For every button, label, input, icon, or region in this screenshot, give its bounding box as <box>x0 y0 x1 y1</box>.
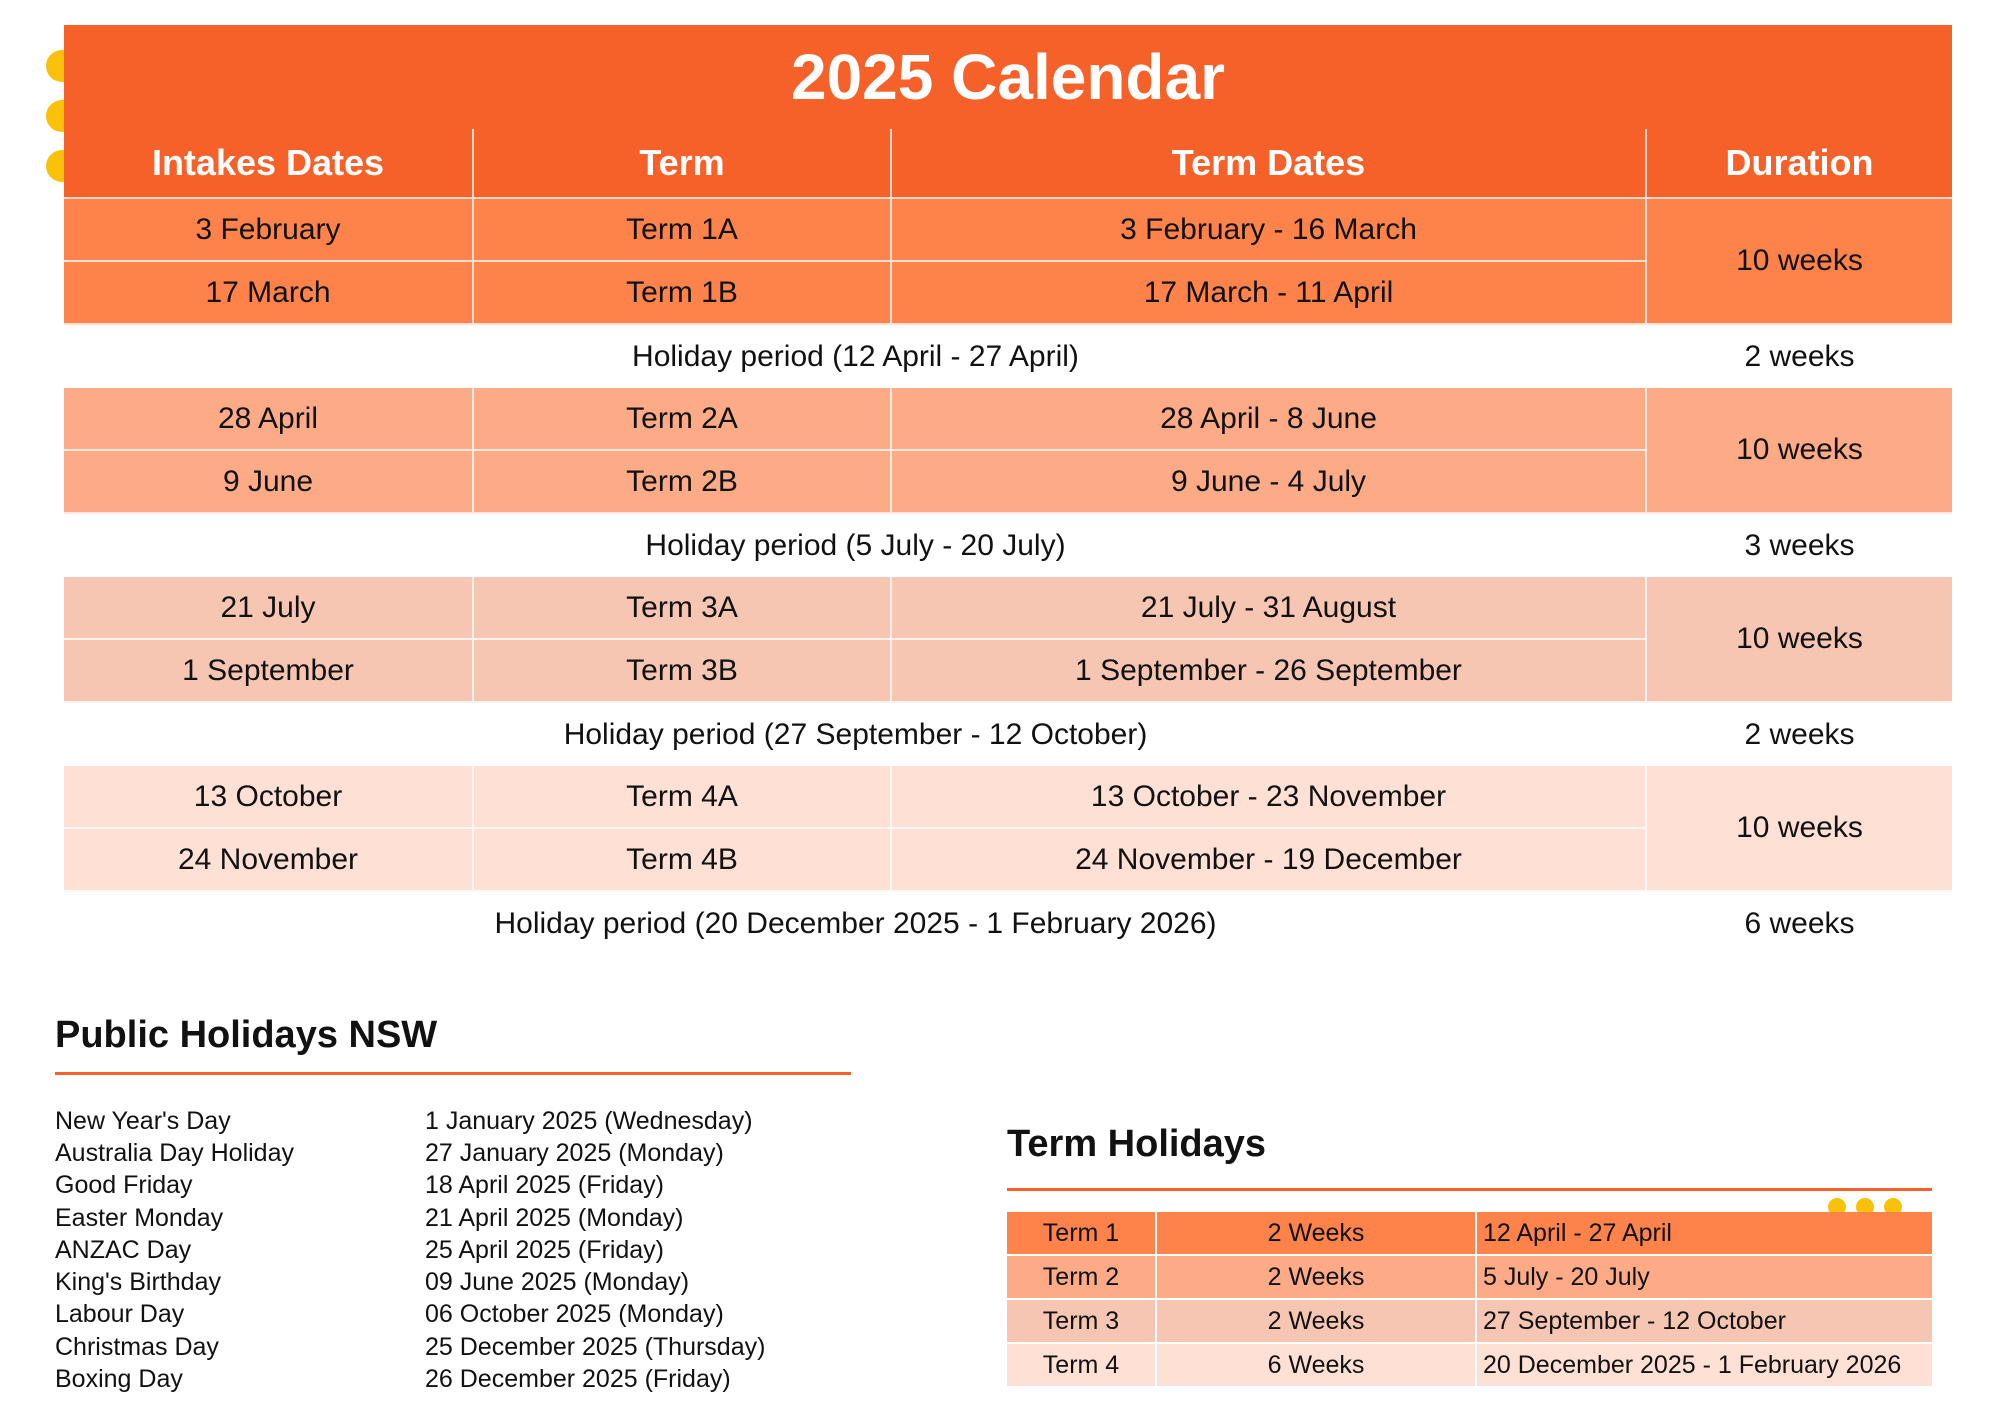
term-name: Term 2A <box>474 388 892 451</box>
holiday-row <box>64 514 1952 577</box>
list-item <box>55 1363 765 1395</box>
holiday-date: 25 April 2025 (Friday) <box>425 1235 665 1264</box>
holiday-name: King's Birthday <box>55 1268 221 1297</box>
holiday-date: 06 October 2025 (Monday) <box>425 1300 724 1329</box>
table-row <box>64 388 1647 451</box>
divider <box>1007 1188 1932 1191</box>
table-row <box>64 640 1647 703</box>
holiday-date: 21 April 2025 (Monday) <box>425 1203 684 1232</box>
holiday-dates: 20 December 2025 - 1 February 2026 <box>1477 1344 1932 1388</box>
holiday-weeks: 6 Weeks <box>1157 1344 1477 1388</box>
term-name: Term 2 <box>1007 1256 1157 1300</box>
term-holidays-title: Term Holidays <box>1007 1123 1267 1165</box>
holiday-name: Good Friday <box>55 1171 193 1200</box>
intake-date: 13 October <box>64 766 474 829</box>
holiday-period: Holiday period (5 July - 20 July) <box>645 528 1066 562</box>
table-row <box>1007 1256 1932 1300</box>
list-item <box>55 1170 765 1202</box>
list-item <box>55 1331 765 1363</box>
list-item <box>55 1299 765 1331</box>
divider <box>55 1072 851 1075</box>
term-holidays-table <box>1007 1212 1932 1388</box>
term-name: Term 3B <box>474 640 892 703</box>
term-name: Term 3 <box>1007 1300 1157 1344</box>
table-row <box>64 766 1647 829</box>
holiday-date: 25 December 2025 (Thursday) <box>425 1332 766 1361</box>
table-row <box>64 577 1647 640</box>
list-item <box>55 1137 765 1169</box>
table-row <box>64 262 1647 325</box>
holiday-duration: 3 weeks <box>1744 528 1855 562</box>
holiday-row <box>64 892 1952 955</box>
holiday-date: 1 January 2025 (Wednesday) <box>425 1106 753 1135</box>
intake-date: 3 February <box>64 199 474 262</box>
term-dates: 17 March - 11 April <box>892 262 1647 325</box>
term-name: Term 4A <box>474 766 892 829</box>
term-group-3 <box>64 577 1952 703</box>
table-row <box>64 199 1647 262</box>
holiday-period: Holiday period (27 September - 12 October) <box>563 717 1148 751</box>
header-term: Term <box>474 129 892 199</box>
holiday-period: Holiday period (20 December 2025 - 1 February 2026) <box>494 906 1217 940</box>
holiday-name: Christmas Day <box>55 1332 219 1361</box>
holiday-duration: 2 weeks <box>1744 339 1855 373</box>
holiday-duration: 2 weeks <box>1744 717 1855 751</box>
holiday-duration: 6 weeks <box>1744 906 1855 940</box>
intake-date: 1 September <box>64 640 474 703</box>
term-dates: 9 June - 4 July <box>892 451 1647 514</box>
term-dates: 13 October - 23 November <box>892 766 1647 829</box>
term-duration: 10 weeks <box>1647 766 1952 892</box>
term-duration: 10 weeks <box>1647 199 1952 325</box>
term-dates: 24 November - 19 December <box>892 829 1647 892</box>
term-name: Term 4 <box>1007 1344 1157 1388</box>
list-item <box>55 1266 765 1298</box>
table-row <box>1007 1300 1932 1344</box>
holiday-dates: 27 September - 12 October <box>1477 1300 1932 1344</box>
term-group-1 <box>64 199 1952 325</box>
holiday-date: 27 January 2025 (Monday) <box>425 1138 724 1167</box>
intake-date: 24 November <box>64 829 474 892</box>
holiday-date: 09 June 2025 (Monday) <box>425 1268 690 1297</box>
table-row <box>64 451 1647 514</box>
holiday-period: Holiday period (12 April - 27 April) <box>632 339 1079 373</box>
calendar-header-row <box>64 129 1952 199</box>
term-dates: 21 July - 31 August <box>892 577 1647 640</box>
term-duration: 10 weeks <box>1647 577 1952 703</box>
calendar-table <box>64 129 1952 955</box>
table-row <box>1007 1344 1932 1388</box>
public-holidays-list <box>55 1105 765 1396</box>
holiday-name: Easter Monday <box>55 1203 224 1232</box>
holiday-dates: 12 April - 27 April <box>1477 1212 1932 1256</box>
holiday-dates: 5 July - 20 July <box>1477 1256 1932 1300</box>
holiday-weeks: 2 Weeks <box>1157 1300 1477 1344</box>
term-name: Term 1 <box>1007 1212 1157 1256</box>
term-dates: 1 September - 26 September <box>892 640 1647 703</box>
calendar-title: 2025 Calendar <box>64 25 1952 129</box>
term-name: Term 2B <box>474 451 892 514</box>
term-dates: 28 April - 8 June <box>892 388 1647 451</box>
public-holidays-title: Public Holidays NSW <box>55 1014 438 1056</box>
table-row <box>64 829 1647 892</box>
term-name: Term 3A <box>474 577 892 640</box>
list-item <box>55 1105 765 1137</box>
term-group-4 <box>64 766 1952 892</box>
holiday-date: 18 April 2025 (Friday) <box>425 1171 665 1200</box>
intake-date: 9 June <box>64 451 474 514</box>
term-dates: 3 February - 16 March <box>892 199 1647 262</box>
list-item <box>55 1202 765 1234</box>
holiday-row <box>64 703 1952 766</box>
holiday-weeks: 2 Weeks <box>1157 1256 1477 1300</box>
header-term-dates: Term Dates <box>892 129 1647 199</box>
term-name: Term 4B <box>474 829 892 892</box>
term-duration: 10 weeks <box>1647 388 1952 514</box>
header-duration: Duration <box>1647 129 1952 199</box>
intake-date: 28 April <box>64 388 474 451</box>
holiday-row <box>64 325 1952 388</box>
term-name: Term 1B <box>474 262 892 325</box>
header-intake-dates: Intakes Dates <box>64 129 474 199</box>
holiday-name: ANZAC Day <box>55 1235 192 1264</box>
term-name: Term 1A <box>474 199 892 262</box>
table-row <box>1007 1212 1932 1256</box>
holiday-name: New Year's Day <box>55 1106 231 1135</box>
intake-date: 17 March <box>64 262 474 325</box>
holiday-name: Labour Day <box>55 1300 185 1329</box>
list-item <box>55 1234 765 1266</box>
term-group-2 <box>64 388 1952 514</box>
holiday-name: Australia Day Holiday <box>55 1138 294 1167</box>
holiday-name: Boxing Day <box>55 1365 183 1394</box>
holiday-date: 26 December 2025 (Friday) <box>425 1365 731 1394</box>
intake-date: 21 July <box>64 577 474 640</box>
holiday-weeks: 2 Weeks <box>1157 1212 1477 1256</box>
